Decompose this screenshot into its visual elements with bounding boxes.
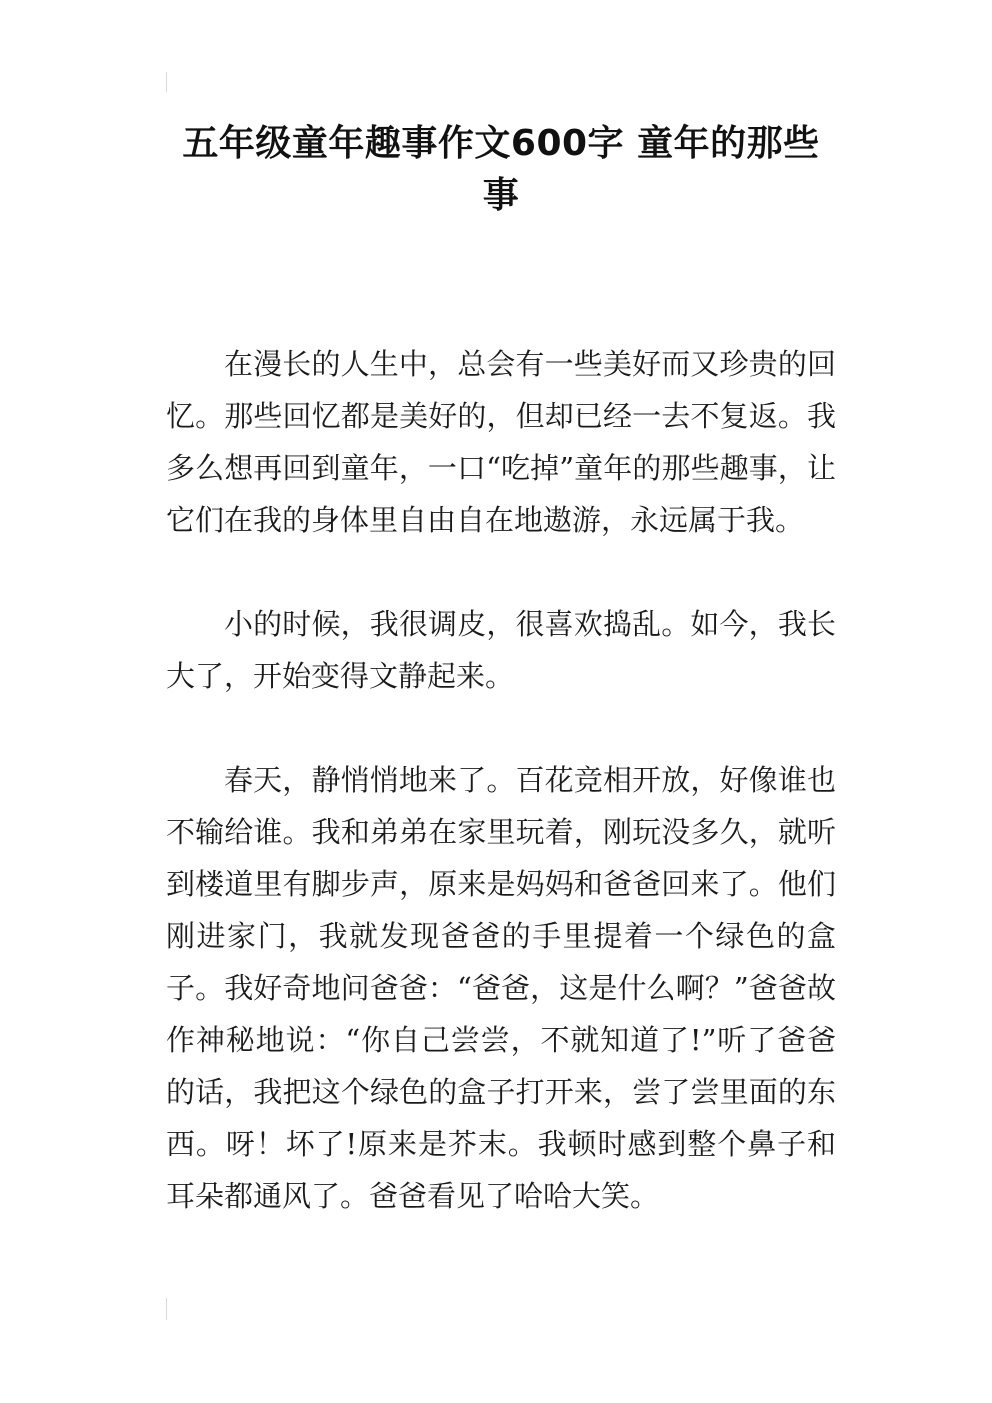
paragraph-1: 在漫长的人生中，总会有一些美好而又珍贵的回忆。那些回忆都是美好的，但却已经一去不复返。我多么想再回到童年，一口“吃掉”童年的那些趣事，让它们在我的身体里自由自在地遨游，永远属于我。 bbox=[166, 347, 836, 537]
paragraph-2: 小的时候，我很调皮，很喜欢捣乱。如今，我长大了，开始变得文静起来。 bbox=[166, 607, 836, 693]
page-corner-mark-bottom bbox=[166, 1298, 167, 1320]
paragraph-3: 春天，静悄悄地来了。百花竞相开放，好像谁也不输给谁。我和弟弟在家里玩着，刚玩没多久，就听到楼道里有脚步声，原来是妈妈和爸爸回来了。他们刚进家门，我就发现爸爸的手里提着一个绿色的盒子。我好奇地问爸爸：“爸爸，这是什么啊？”爸爸故作神秘地说：“你自己尝尝，不就知道了!”听了爸爸的话，我把这个绿色的盒子打开来，尝了尝里面的东西。呀！坏了!原来是芥末。我顿时感到整个鼻子和耳朵都通风了。爸爸看见了哈哈大笑。 bbox=[166, 763, 836, 1213]
document-body bbox=[166, 338, 836, 1222]
page-corner-mark-top bbox=[166, 72, 167, 92]
document-title: 五年级童年趣事作文600字 童年的那些事 bbox=[182, 123, 820, 216]
document-page bbox=[166, 118, 836, 1222]
